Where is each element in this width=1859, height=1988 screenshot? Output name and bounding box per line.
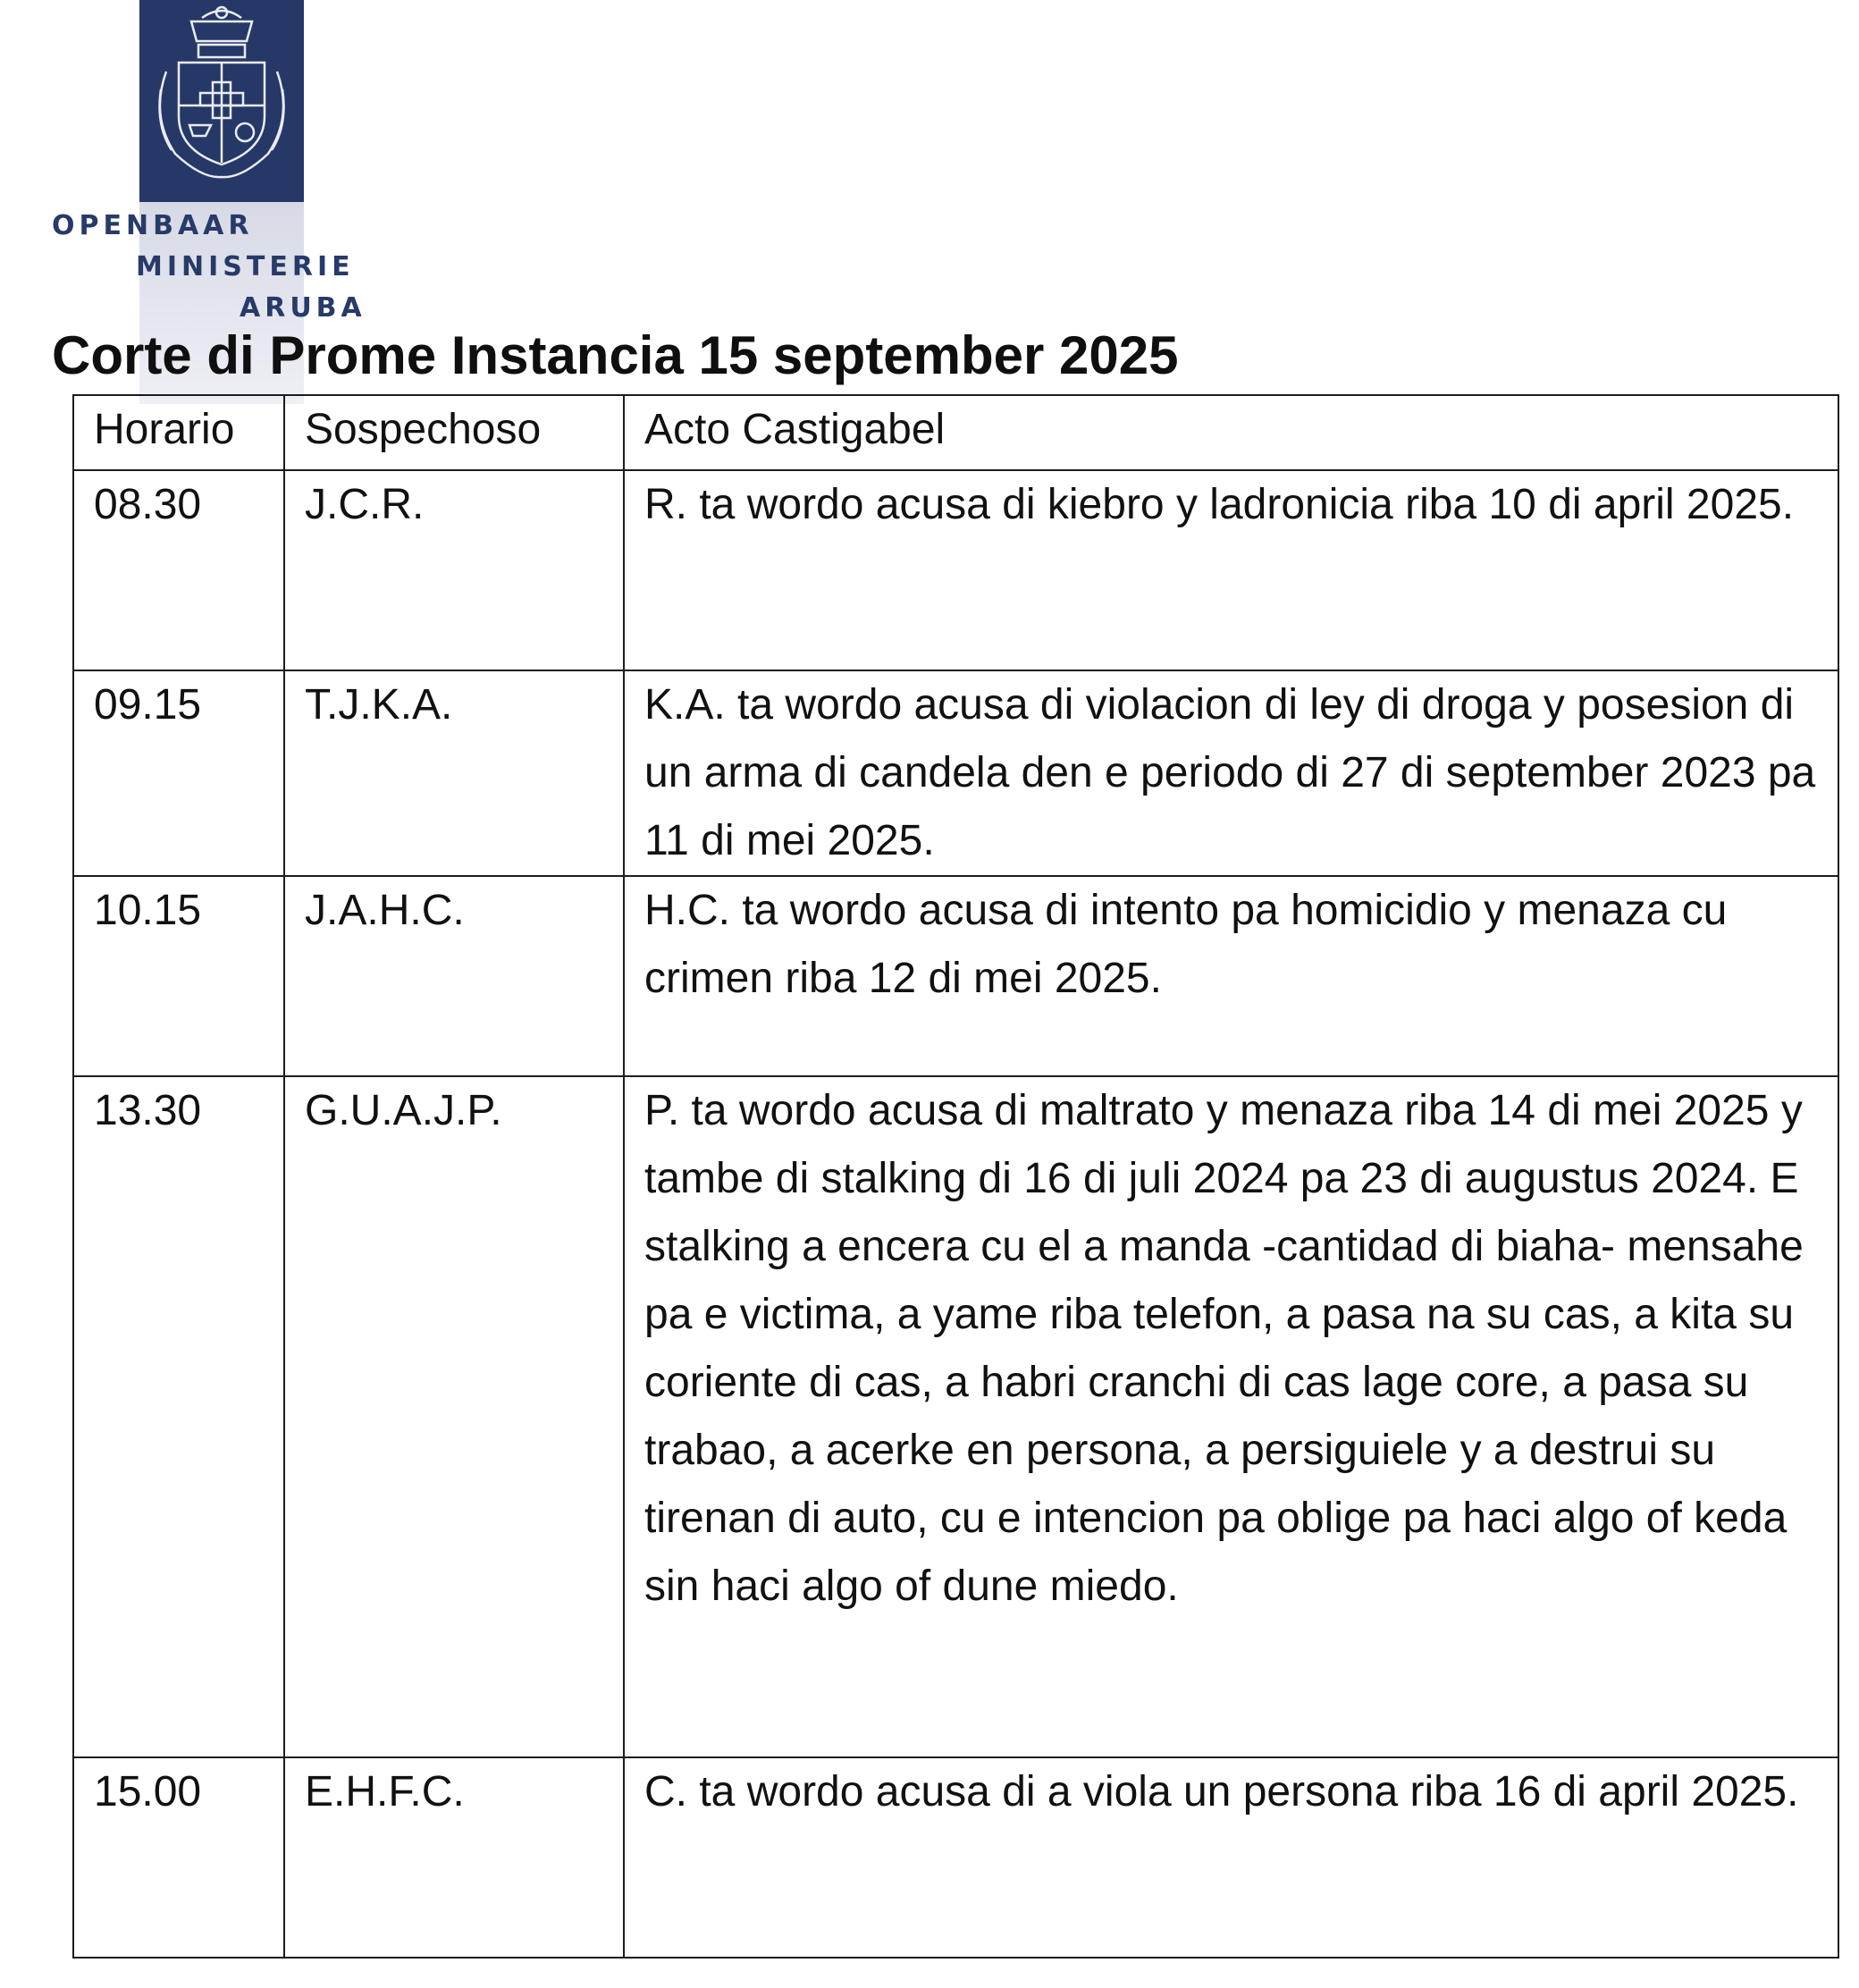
header-suspect: Sospechoso <box>284 395 624 470</box>
cell-time: 10.15 <box>73 876 284 1076</box>
table-row <box>73 470 1838 670</box>
cell-suspect: G.U.A.J.P. <box>284 1076 624 1757</box>
cell-time: 09.15 <box>73 670 284 876</box>
cell-offense: P. ta wordo acusa di maltrato y menaza riba 14 di mei 2025 y tambe di stalking di 16 di juli 2024 pa 23 di augustus 2024. E stalking a encera cu el a manda -cantidad di biaha- mensahe pa e victima, a yame riba telefon, a pasa na su cas, a kita su coriente di cas, a habri cranchi di cas lage core, a pasa su trabao, a acerke en persona, a persiguiele y a destrui su tirenan di auto, cu e intencion pa oblige pa haci algo of keda sin haci algo of dune miedo. <box>624 1076 1838 1757</box>
cell-offense: H.C. ta wordo acusa di intento pa homicidio y menaza cu crimen riba 12 di mei 2025. <box>624 876 1838 1076</box>
cell-offense: C. ta wordo acusa di a viola un persona riba 16 di april 2025. <box>624 1757 1838 1958</box>
table-row <box>73 876 1838 1076</box>
cell-offense: R. ta wordo acusa di kiebro y ladronicia riba 10 di april 2025. <box>624 470 1838 670</box>
cell-time: 15.00 <box>73 1757 284 1958</box>
coat-of-arms-icon <box>139 0 304 202</box>
table-row <box>73 1757 1838 1958</box>
cell-suspect: E.H.F.C. <box>284 1757 624 1958</box>
cell-suspect: J.A.H.C. <box>284 876 624 1076</box>
table-header-row <box>73 395 1838 470</box>
logo-text-line-3: ARUBA <box>240 292 366 324</box>
page-title: Corte di Prome Instancia 15 september 2025 <box>52 325 1179 385</box>
logo-text-line-1: OPENBAAR <box>52 210 254 241</box>
header-offense: Acto Castigabel <box>624 395 1838 470</box>
cell-time: 13.30 <box>73 1076 284 1757</box>
cell-time: 08.30 <box>73 470 284 670</box>
table-row <box>73 670 1838 876</box>
header-time: Horario <box>73 395 284 470</box>
cell-suspect: J.C.R. <box>284 470 624 670</box>
table-row <box>73 1076 1838 1757</box>
cell-offense: K.A. ta wordo acusa di violacion di ley di droga y posesion di un arma di candela den e periodo di 27 di september 2023 pa 11 di mei 2025. <box>624 670 1838 876</box>
logo-text-line-2: MINISTERIE <box>136 251 355 282</box>
court-schedule-table <box>72 394 1839 1959</box>
cell-suspect: T.J.K.A. <box>284 670 624 876</box>
